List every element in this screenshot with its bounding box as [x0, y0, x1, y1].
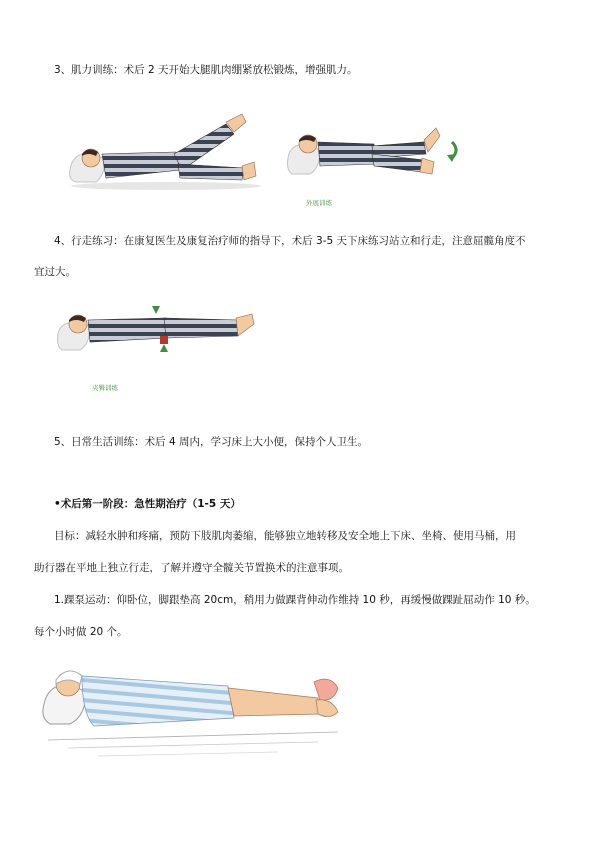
item-4-text-line2: 宜过大。	[34, 266, 76, 278]
item-3-text: 3、肌力训练：术后 2 天开始大腿肌肉绷紧放松锻炼，增强肌力。	[54, 64, 358, 76]
item-5-text: 5、日常生活训练：术后 4 周内，学习床上大小便，保持个人卫生。	[54, 436, 369, 448]
item-4-text-line1: 4、行走练习：在康复医生及康复治疗师的指导下，术后 3-5 天下床练习站立和行走，注意屈髋角度不	[54, 235, 526, 247]
goal-text-line2: 助行器在平地上独立行走，了解并遵守全髋关节置换术的注意事项。	[34, 562, 349, 574]
abduction-caption: 外展训练	[306, 199, 332, 207]
ankle-pump-text-line1: 1.踝泵运动：仰卧位，脚跟垫高 20cm，稍用力做踝背伸动作维持 10 秒，再缓慢做踝趾屈动作 10 秒。	[54, 594, 536, 606]
leg-raise-figure	[66, 108, 266, 194]
goal-text-line1: 目标：减轻水肿和疼痛，预防下肢肌肉萎缩，能够独立地转移及安全地上下床、坐椅、使用马桶，用	[54, 530, 516, 542]
ankle-pump-figure	[38, 654, 348, 764]
ankle-pump-text-line2: 每个小时做 20 个。	[34, 626, 128, 638]
section-heading: •术后第一阶段：急性期治疗（1-5 天）	[54, 498, 241, 510]
gluteal-caption: 夹臀训练	[92, 384, 118, 392]
abduction-figure	[284, 118, 470, 192]
gluteal-squeeze-figure	[56, 300, 262, 362]
